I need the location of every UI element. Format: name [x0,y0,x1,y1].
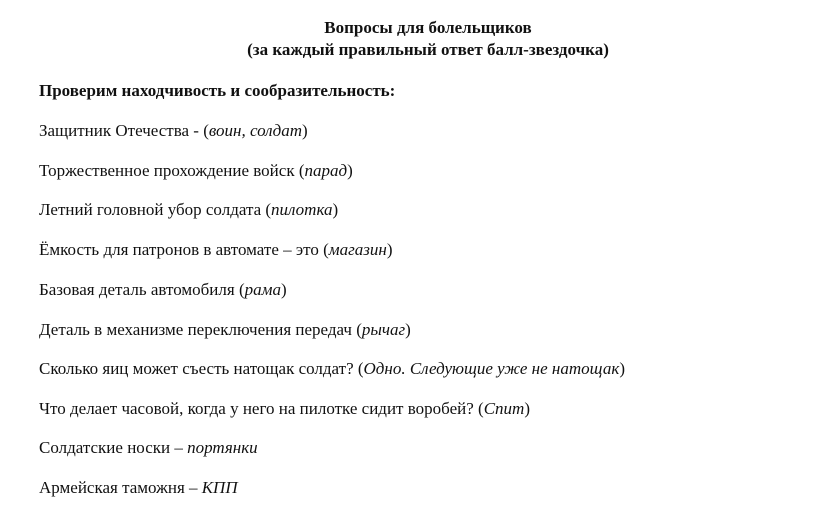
answer-text: рама [244,280,281,299]
question-suffix: ) [405,320,411,339]
question-1 [39,121,308,141]
question-7 [39,359,625,379]
section-heading: Проверим находчивость и сообразительность: [39,81,396,100]
answer-text: магазин [328,240,387,259]
answer-text: портянки [187,438,258,457]
answer-text: пилотка [271,200,333,219]
question-suffix: ) [332,200,339,219]
question-text: Сколько яиц может съесть натощак солдат? ( [39,359,364,378]
question-text: Деталь в механизме переключения передач ( [39,320,362,339]
question-5 [39,280,287,300]
question-9 [39,438,258,458]
question-text: Базовая деталь автомобиля ( [39,280,245,299]
question-suffix: ) [347,161,353,180]
question-6 [39,320,411,340]
question-text: Ёмкость для патронов в автомате – это ( [39,240,329,259]
question-4 [39,240,393,260]
question-text: Солдатские носки – [39,438,188,457]
document-subtitle: (за каждый правильный ответ балл-звездочка) [247,40,609,59]
answer-text: парад [304,161,348,180]
question-suffix: ) [619,359,625,378]
question-text: Защитник Отечества - ( [39,121,209,140]
question-2 [39,161,353,181]
answer-text: рычаг [361,320,406,339]
question-text: Торжественное прохождение войск ( [39,161,305,180]
answer-text: КПП [201,478,238,497]
question-suffix: ) [386,240,393,259]
question-suffix: ) [280,280,287,299]
question-suffix: ) [524,399,530,418]
document-title: Вопросы для болельщиков [324,18,532,37]
question-text: Армейская таможня – [39,478,202,497]
question-text: Что делает часовой, когда у него на пилотке сидит воробей? ( [39,399,484,418]
question-suffix: ) [301,121,308,140]
answer-text: Одно. Следующие уже не натощак [363,359,620,378]
question-8 [39,399,530,419]
question-10 [39,478,238,498]
answer-text: воин, солдат [208,121,302,140]
answer-text: Спит [483,399,525,418]
question-3 [39,200,338,220]
question-text: Летний головной убор солдата ( [39,200,272,219]
